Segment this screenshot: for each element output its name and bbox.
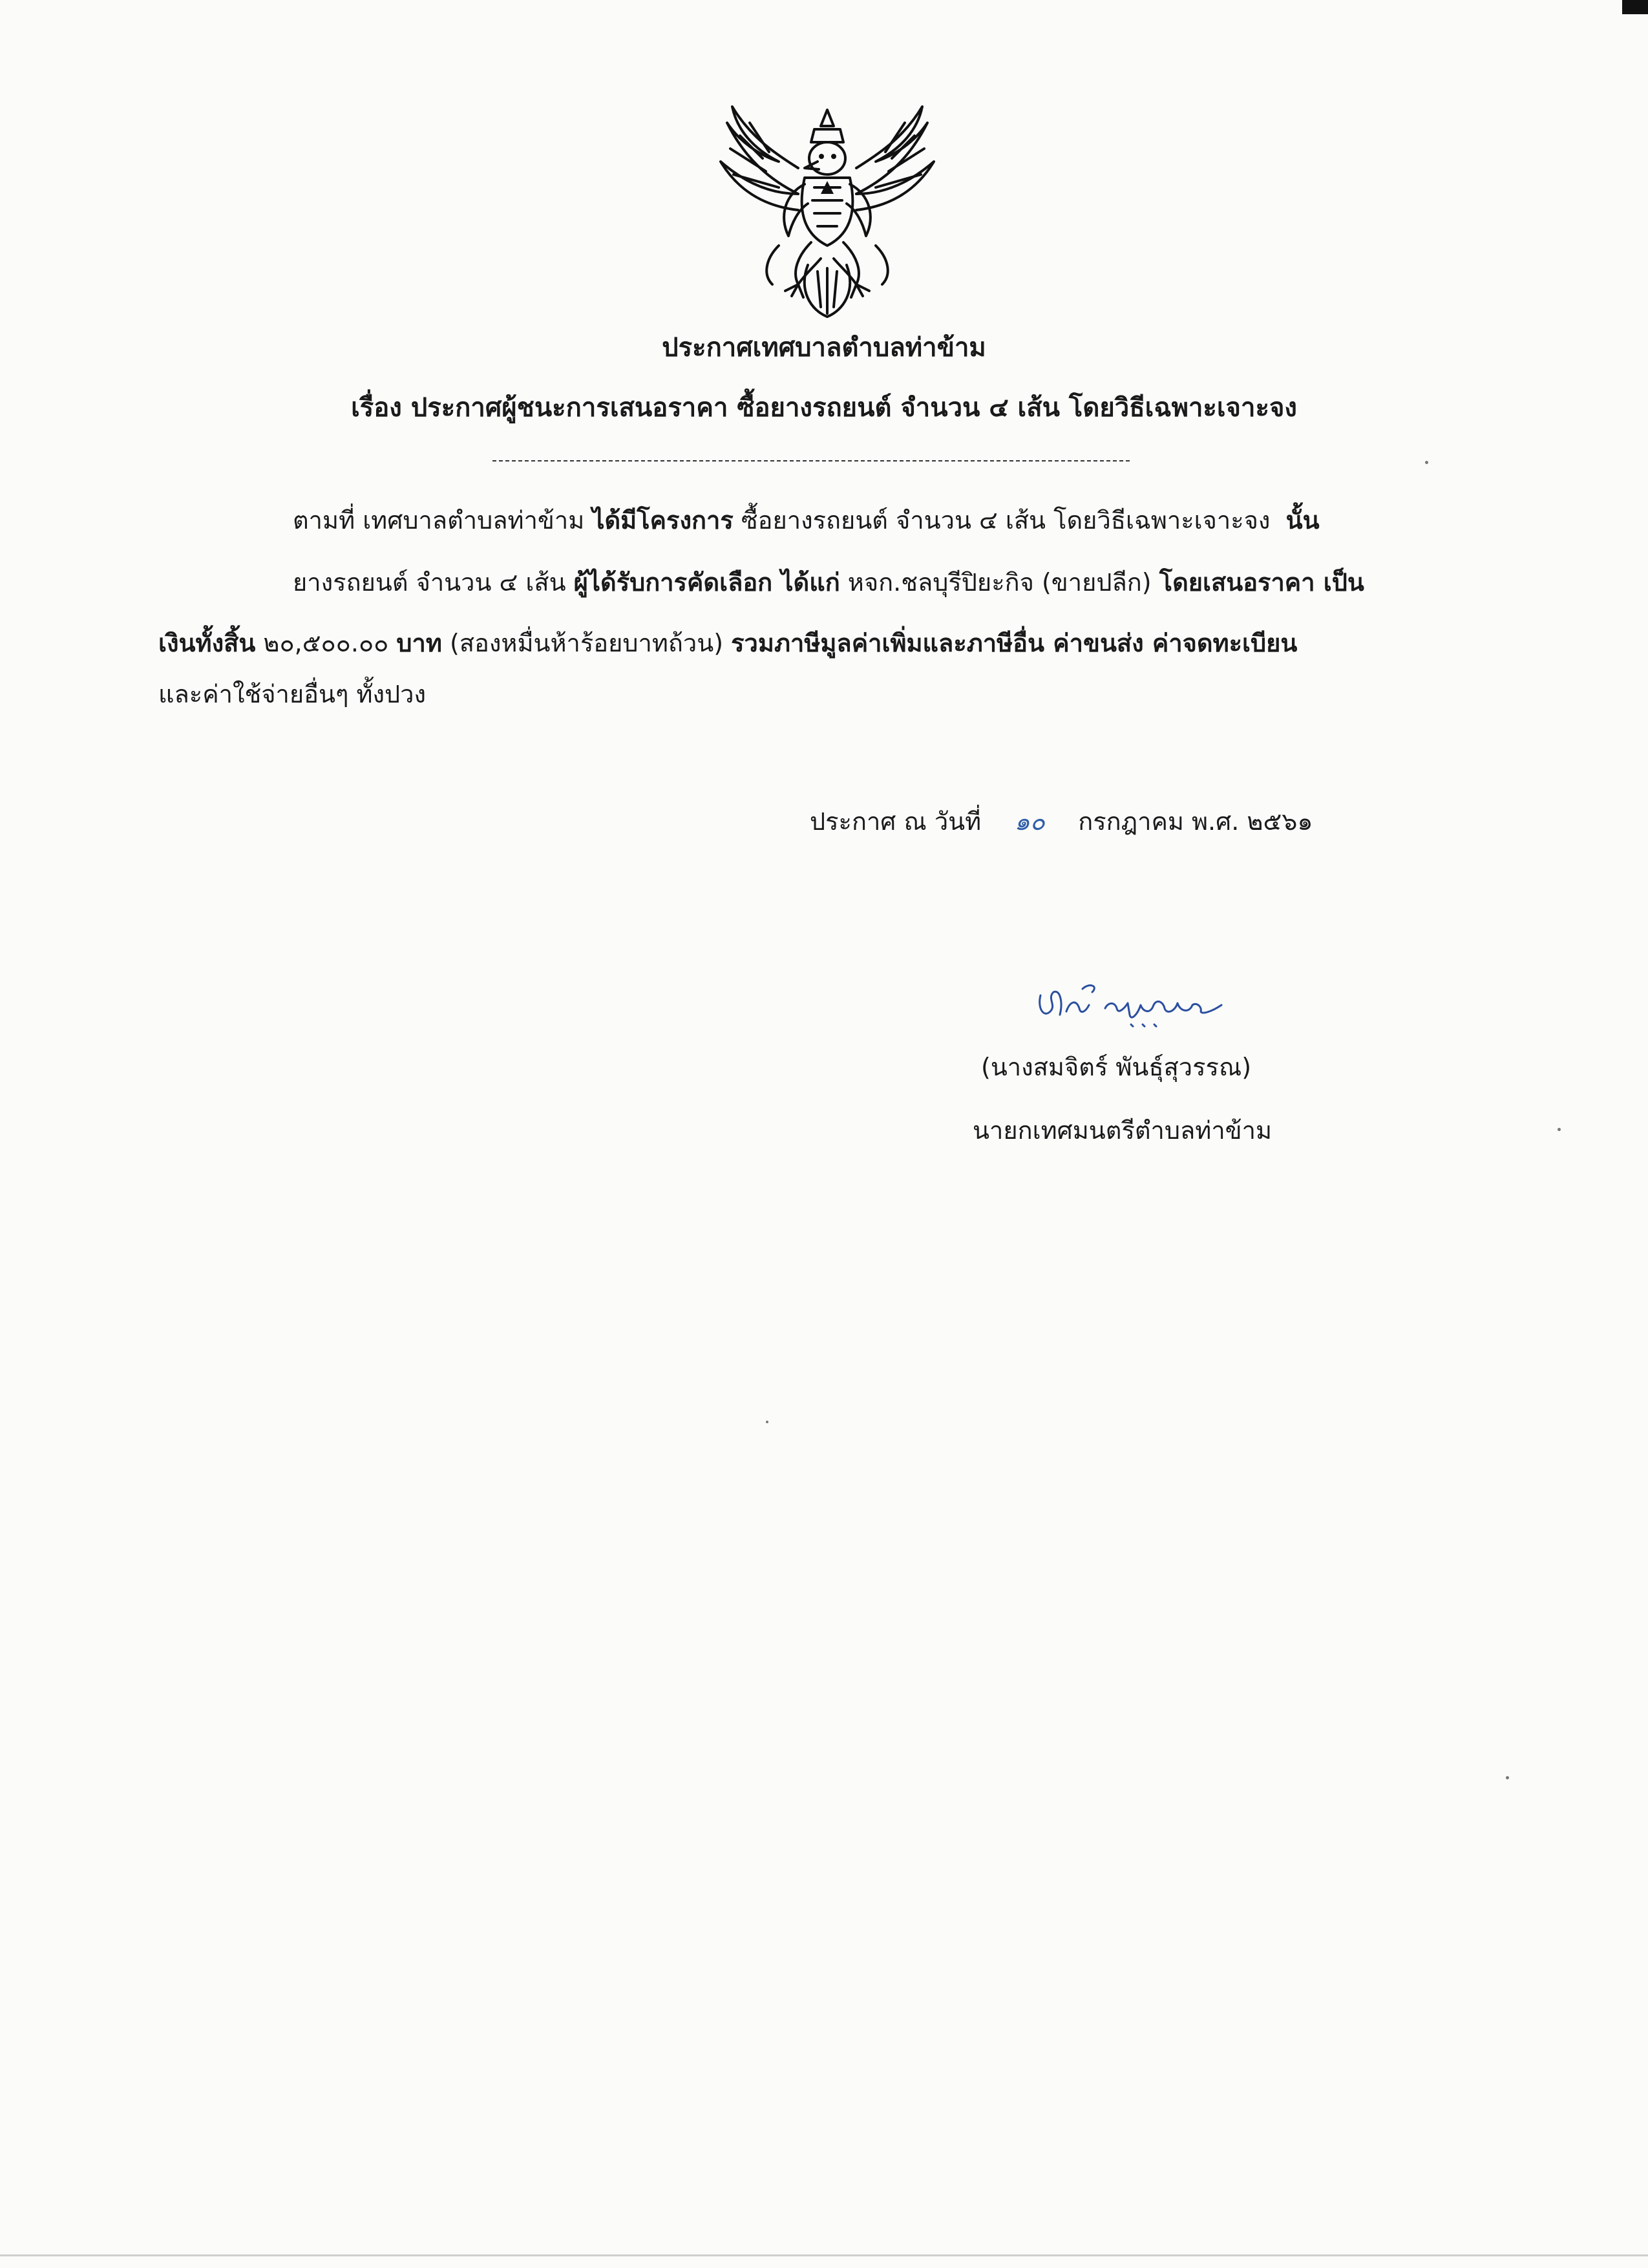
body-line-2 <box>293 570 1364 595</box>
body-line-3 <box>158 631 1297 655</box>
body-text-bold: นั้น <box>1285 506 1320 535</box>
date-day: ๑๐ <box>1014 807 1045 836</box>
body-text-bold: บาท <box>396 629 442 657</box>
body-text-bold: โดยเสนอราคา เป็น <box>1159 568 1364 597</box>
handwritten-signature-icon <box>1028 976 1241 1034</box>
body-text: ยางรถยนต์ จำนวน ๔ เส้น <box>293 568 566 597</box>
date-prefix: ประกาศ ณ วันที่ <box>810 807 982 836</box>
body-text-bold: รวมภาษีมูลค่าเพิ่มและภาษีอื่น ค่าขนส่ง ค่าจดทะเบียน <box>731 629 1298 657</box>
subject-label: เรื่อง <box>351 393 402 423</box>
garuda-emblem-icon <box>701 97 953 320</box>
title-divider <box>492 460 1130 461</box>
body-text: ตามที่ เทศบาลตำบลท่าข้าม <box>293 506 585 535</box>
body-text-bold: ได้มีโครงการ <box>592 506 734 535</box>
date-month-year: กรกฎาคม พ.ศ. ๒๕๖๑ <box>1078 807 1313 836</box>
body-text-bold: เงินทั้งสิ้น <box>158 629 256 657</box>
body-line-4: และค่าใช้จ่ายอื่นๆ ทั้งปวง <box>158 680 427 708</box>
scan-edge-mark <box>1622 0 1648 14</box>
announcement-date <box>810 801 1313 841</box>
winner-name: หจก.ชลบุรีปิยะกิจ (ขายปลีก) <box>847 568 1152 597</box>
body-text: ซื้อยางรถยนต์ จำนวน ๔ เส้น โดยวิธีเฉพาะเจาะจง <box>741 506 1271 535</box>
body-text-bold: ผู้ได้รับการคัดเลือก ได้แก่ <box>573 568 840 597</box>
scan-speck <box>1506 1776 1509 1779</box>
price-amount: ๒๐,๕๐๐.๐๐ <box>263 629 389 657</box>
signer-position: นายกเทศมนตรีตำบลท่าข้าม <box>973 1116 1273 1145</box>
body-line-1 <box>293 508 1320 533</box>
signer-name: (นางสมจิตร์ พันธุ์สุวรรณ) <box>981 1053 1252 1081</box>
scan-bottom-line <box>0 2254 1648 2256</box>
price-in-words: (สองหมื่นห้าร้อยบาทถ้วน) <box>450 629 724 657</box>
scan-speck <box>1558 1128 1561 1131</box>
document-title: ประกาศเทศบาลตำบลท่าข้าม <box>662 333 986 363</box>
subject-text: ประกาศผู้ชนะการเสนอราคา ซื้อยางรถยนต์ จำนวน ๔ เส้น โดยวิธีเฉพาะเจาะจง <box>410 393 1297 423</box>
document-subject <box>0 387 1648 428</box>
scan-speck <box>1425 461 1428 464</box>
scan-speck <box>766 1421 768 1423</box>
